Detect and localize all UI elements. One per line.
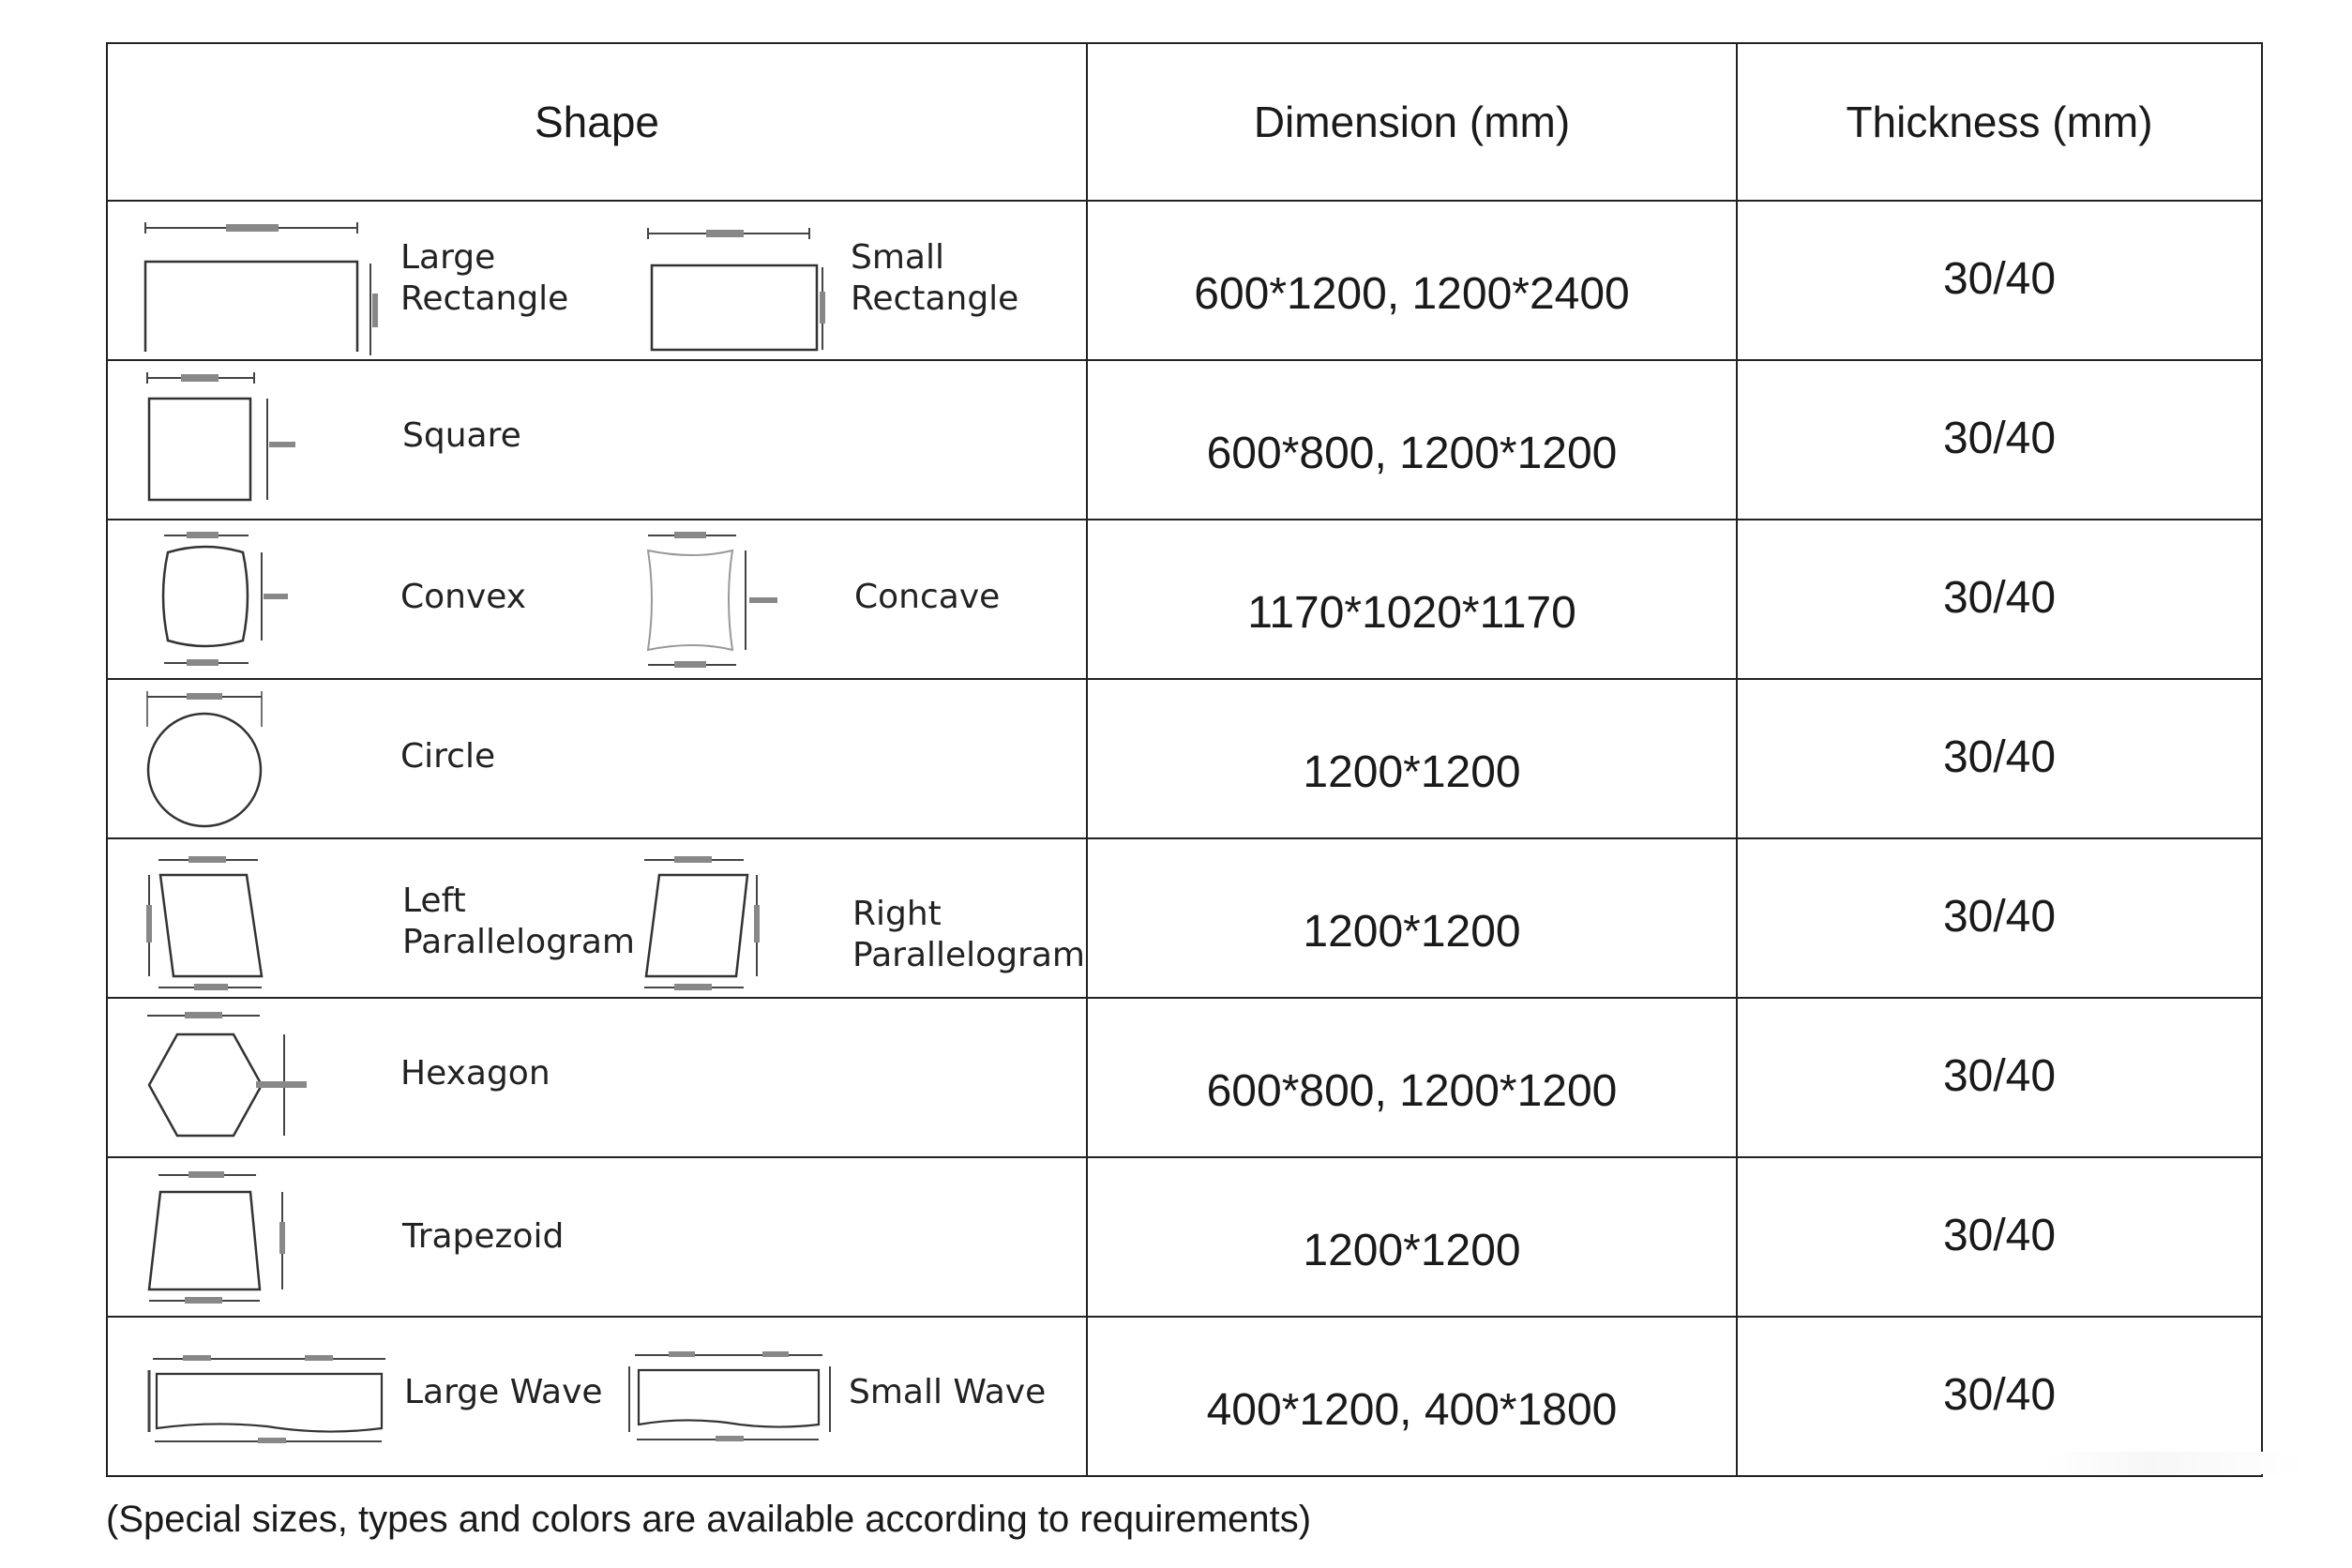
thickness-cell: 30/40 bbox=[1737, 1317, 2262, 1476]
shape-label: Concave bbox=[854, 578, 1001, 616]
table-row bbox=[107, 679, 2262, 838]
spec-table bbox=[106, 42, 2263, 1477]
footnote: (Special sizes, types and colors are available according to requirements) bbox=[106, 1499, 1312, 1540]
shape-cell bbox=[107, 1157, 1087, 1317]
header-dimension: Dimension (mm) bbox=[1087, 43, 1737, 201]
dimension-cell: 600*1200, 1200*2400 bbox=[1087, 201, 1737, 360]
table-row bbox=[107, 838, 2262, 998]
shape-label: Right Parallelogram bbox=[852, 895, 1085, 974]
dimension-cell: 1200*1200 bbox=[1087, 838, 1737, 998]
shape-cell bbox=[107, 838, 1087, 998]
shape-label: Hexagon bbox=[400, 1054, 550, 1093]
convex-icon bbox=[145, 528, 295, 674]
concave-icon bbox=[633, 528, 783, 674]
table-row bbox=[107, 201, 2262, 360]
large-rectangle-dimension-icon bbox=[367, 260, 380, 363]
shape-label: Large Wave bbox=[404, 1373, 603, 1411]
dimension-cell: 600*800, 1200*1200 bbox=[1087, 360, 1737, 520]
header-thickness: Thickness (mm) bbox=[1737, 43, 2262, 201]
shape-label: Square bbox=[402, 416, 521, 455]
table-row bbox=[107, 360, 2262, 520]
shape-label: Small Rectangle bbox=[851, 238, 1019, 318]
large-rectangle-icon bbox=[140, 220, 365, 352]
circle-icon bbox=[140, 689, 299, 830]
dimension-cell: 1200*1200 bbox=[1087, 1157, 1737, 1317]
dimension-cell: 1170*1020*1170 bbox=[1087, 520, 1737, 679]
table-row bbox=[107, 1317, 2262, 1476]
thickness-cell: 30/40 bbox=[1737, 520, 2262, 679]
small-rectangle-icon bbox=[639, 226, 826, 367]
dimension-cell: 1200*1200 bbox=[1087, 679, 1737, 838]
square-icon bbox=[140, 370, 299, 511]
thickness-cell: 30/40 bbox=[1737, 998, 2262, 1157]
shape-cell bbox=[107, 998, 1087, 1157]
shape-label: Convex bbox=[400, 578, 527, 616]
header-shape: Shape bbox=[107, 43, 1087, 201]
thickness-cell: 30/40 bbox=[1737, 201, 2262, 360]
hexagon-icon bbox=[140, 1008, 318, 1149]
table-row bbox=[107, 520, 2262, 679]
shape-label: Trapezoid bbox=[402, 1217, 565, 1256]
right-parallelogram-icon bbox=[631, 852, 772, 993]
thickness-cell: 30/40 bbox=[1737, 360, 2262, 520]
thickness-cell: 30/40 bbox=[1737, 838, 2262, 998]
large-wave-icon bbox=[145, 1351, 399, 1464]
thickness-cell: 30/40 bbox=[1737, 679, 2262, 838]
shape-cell bbox=[107, 520, 1087, 679]
shape-cell bbox=[107, 1317, 1087, 1476]
thickness-cell: 30/40 bbox=[1737, 1157, 2262, 1317]
shape-label: Left Parallelogram bbox=[402, 882, 635, 961]
header-row bbox=[107, 43, 2262, 201]
trapezoid-icon bbox=[140, 1168, 299, 1308]
shape-label: Large Rectangle bbox=[400, 238, 569, 318]
watermark-smudge bbox=[2044, 1452, 2307, 1474]
dimension-cell: 400*1200, 400*1800 bbox=[1087, 1317, 1737, 1476]
dimension-cell: 600*800, 1200*1200 bbox=[1087, 998, 1737, 1157]
shape-cell bbox=[107, 679, 1087, 838]
small-wave-icon bbox=[622, 1348, 837, 1460]
shape-label: Circle bbox=[400, 737, 496, 776]
table-row bbox=[107, 1157, 2262, 1317]
table-row bbox=[107, 998, 2262, 1157]
shape-cell bbox=[107, 201, 1087, 360]
shape-cell bbox=[107, 360, 1087, 520]
left-parallelogram-icon bbox=[145, 852, 286, 993]
shape-label: Small Wave bbox=[849, 1373, 1047, 1411]
